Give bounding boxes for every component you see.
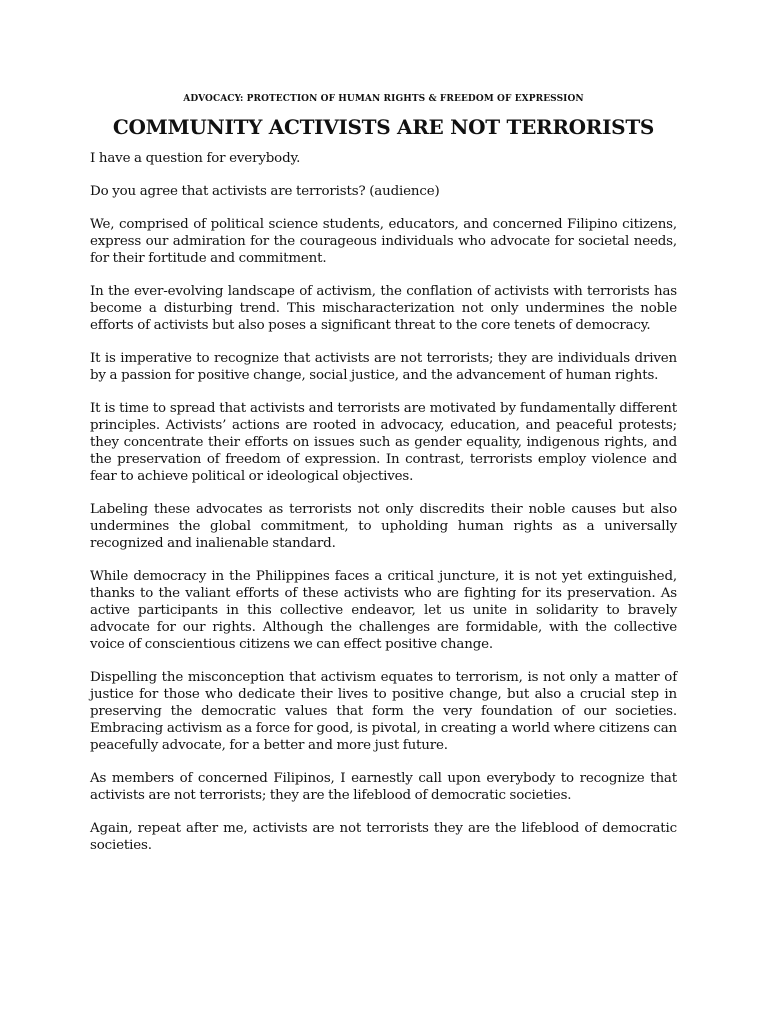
document-body (90, 150, 677, 854)
paragraph: Do you agree that activists are terrorists? (audience) (90, 184, 440, 199)
document-title: COMMUNITY ACTIVISTS ARE NOT TERRORISTS (112, 115, 655, 139)
paragraph: While democracy in the Philippines faces a critical juncture, it is not yet extinguished, thanks to the valiant efforts of these activists who are fighting for its preservation. As active participants in this collective endeavor, let us unite in solidarity to bravely advocate for our rights. Although the challenges are formidable, with the collective voice of conscientious citizens we can effect positive change. (90, 569, 677, 652)
paragraph: Dispelling the misconception that activism equates to terrorism, is not only a matter of justice for those who dedicate their lives to positive change, but also a crucial step in preserving the democratic values that form the very foundation of our societies. Embracing activism as a force for good, is pivotal, in creating a world where citizens can peacefully advocate, for a better and more just future. (90, 670, 677, 753)
paragraph: In the ever-evolving landscape of activism, the conflation of activists with terrorists has become a disturbing trend. This mischaracterization not only undermines the noble efforts of activists but also poses a significant threat to the core tenets of democracy. (90, 284, 677, 333)
paragraph: I have a question for everybody. (90, 151, 301, 166)
paragraph: Again, repeat after me, activists are not terrorists they are the lifeblood of democratic societies. (90, 821, 677, 853)
paragraph: As members of concerned Filipinos, I earnestly call upon everybody to recognize that activists are not terrorists; they are the lifeblood of democratic societies. (90, 771, 677, 803)
document-kicker: ADVOCACY: PROTECTION OF HUMAN RIGHTS & FREEDOM OF EXPRESSION (183, 94, 584, 104)
paragraph: Labeling these advocates as terrorists not only discredits their noble causes but also undermines the global commitment, to upholding human rights as a universally recognized and inalienable standard. (90, 502, 677, 551)
document-page (90, 93, 677, 870)
paragraph: It is imperative to recognize that activists are not terrorists; they are individuals driven by a passion for positive change, social justice, and the advancement of human rights. (90, 351, 677, 383)
paragraph: It is time to spread that activists and terrorists are motivated by fundamentally different principles. Activists’ actions are rooted in advocacy, education, and peaceful protests; they concentrate their efforts on issues such as gender equality, indigenous rights, and the preservation of freedom of expression. In contrast, terrorists employ violence and fear to achieve political or ideological objectives. (90, 401, 677, 484)
paragraph: We, comprised of political science students, educators, and concerned Filipino citizens, express our admiration for the courageous individuals who advocate for societal needs, for their fortitude and commitment. (90, 217, 677, 266)
